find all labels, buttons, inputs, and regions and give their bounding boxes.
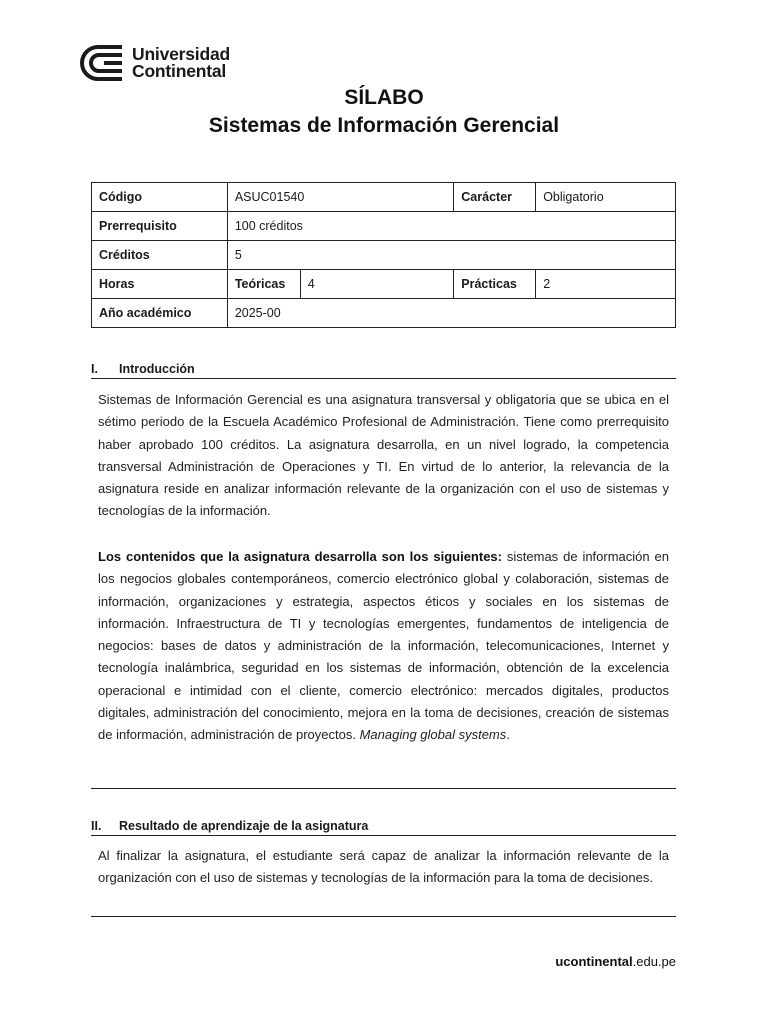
continental-c-logo-icon: [80, 44, 124, 82]
section-introduccion-heading: [91, 362, 676, 379]
codigo-value: ASUC01540: [227, 183, 453, 212]
university-logo: [80, 44, 230, 82]
table-row: [92, 299, 676, 328]
contents-italic: Managing global systems: [359, 727, 507, 743]
horas-label: Horas: [92, 270, 228, 299]
footer-website: [555, 954, 676, 969]
practicas-label: Prácticas: [454, 270, 536, 299]
creditos-value: 5: [227, 241, 675, 270]
logo-line-1: Universidad: [132, 44, 230, 64]
section-title: Resultado de aprendizaje de la asignatura: [119, 819, 369, 833]
table-row: [92, 212, 676, 241]
footer-brand: ucontinental: [555, 954, 633, 969]
contents-lead: Los contenidos que la asignatura desarrolla son los siguientes:: [98, 549, 502, 564]
prerrequisito-label: Prerrequisito: [92, 212, 228, 241]
document-type-title: SÍLABO: [344, 86, 424, 109]
section-divider: [91, 788, 676, 789]
section-number: II.: [91, 819, 102, 833]
prerrequisito-value: 100 créditos: [227, 212, 675, 241]
table-row: [92, 241, 676, 270]
resultado-paragraph: Al finalizar la asignatura, el estudiante será capaz de analizar la información relevante de la organización con el uso de sistemas y tecnologías de la información para la toma de decisiones.: [98, 848, 669, 886]
caracter-value: Obligatorio: [536, 183, 676, 212]
logo-wordmark: [132, 46, 230, 80]
contents-paragraph: [98, 546, 669, 747]
contents-body: sistemas de información en los negocios globales contemporáneos, comercio electrónico global y colaboración, sistemas de información, organizaciones y estrategia, aspectos éticos y sociales en los sistemas de información. Infraestructura de TI y tecnologías emergentes, fundamentos de inteligencia de negocios: bases de datos y administración de la información, telecomunicaciones, Internet y tecnología inalámbrica, seguridad en los sistemas de información, obtención de la excelencia operacional e intimidad con el cliente, comercio electrónico: mercados digitales, productos digitales, administración del conocimiento, mejora en la toma de decisiones, creación de sistemas de información, administración de proyectos.: [98, 549, 669, 743]
practicas-value: 2: [536, 270, 676, 299]
caracter-label: Carácter: [454, 183, 536, 212]
anio-academico-label: Año académico: [92, 299, 228, 328]
creditos-label: Créditos: [92, 241, 228, 270]
section-resultado-heading: [91, 819, 676, 836]
course-info-table: [91, 182, 676, 328]
codigo-label: Código: [92, 183, 228, 212]
teoricas-value: 4: [300, 270, 454, 299]
section-title: Introducción: [119, 362, 195, 376]
section-number: I.: [91, 362, 98, 376]
course-title: Sistemas de Información Gerencial: [208, 114, 560, 137]
footer-domain: .edu.pe: [632, 954, 676, 969]
logo-line-2: Continental: [132, 61, 227, 81]
contents-end: .: [506, 727, 510, 743]
table-row: [92, 183, 676, 212]
teoricas-label: Teóricas: [227, 270, 300, 299]
section-divider: [91, 916, 676, 917]
table-row: [92, 270, 676, 299]
anio-academico-value: 2025-00: [227, 299, 675, 328]
intro-paragraph: Sistemas de Información Gerencial es una asignatura transversal y obligatoria que se ubica en el sétimo periodo de la Escuela Académico Profesional de Administración. Tiene como prerrequisito haber aprobado 100 créditos. La asignatura desarrolla, en un nivel logrado, la competencia transversal Administración de Operaciones y TI. En virtud de lo anterior, la relevancia de la asignatura reside en analizar información relevante de la organización con el uso de sistemas y tecnologías de la información.: [98, 392, 669, 519]
